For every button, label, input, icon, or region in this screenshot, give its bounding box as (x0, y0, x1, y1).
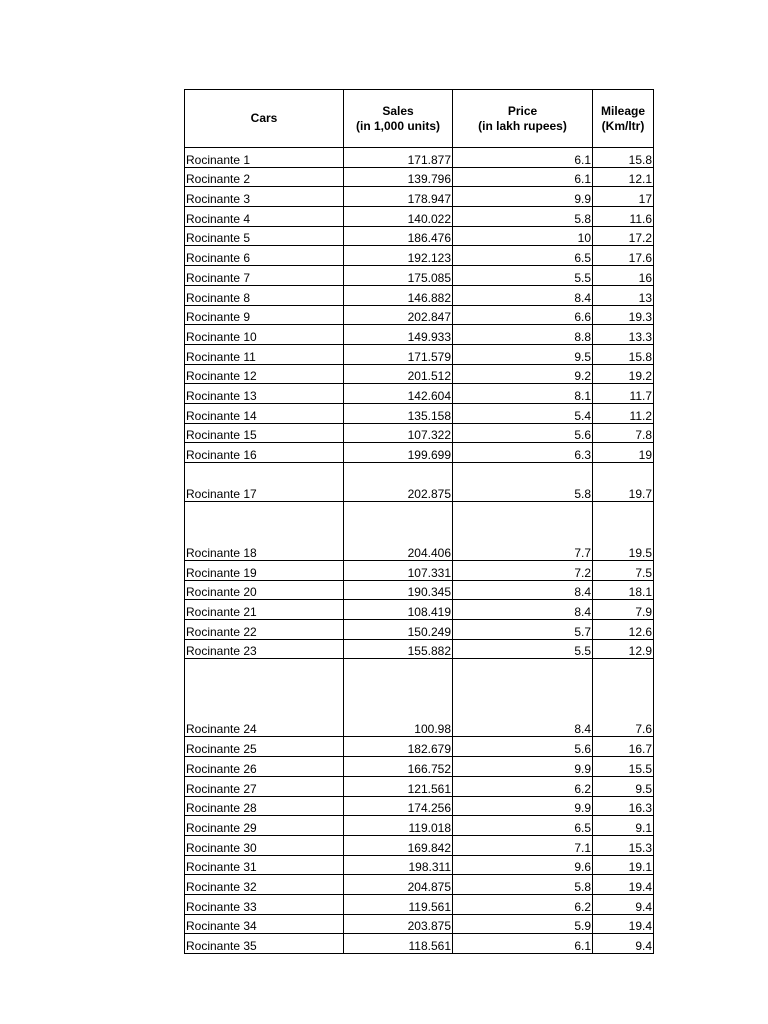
header-cars: Cars (185, 90, 344, 148)
table-row (185, 187, 654, 207)
cell-car-name: Rocinante 6 (185, 246, 344, 266)
cell-car-name: Rocinante 5 (185, 226, 344, 246)
cell-price: 5.8 (453, 463, 593, 502)
cell-sales: 198.311 (344, 855, 453, 875)
cell-sales: 175.085 (344, 266, 453, 286)
cell-mileage: 12.1 (593, 167, 654, 187)
cell-sales: 119.018 (344, 816, 453, 836)
cell-car-name: Rocinante 24 (185, 659, 344, 737)
cell-car-name: Rocinante 21 (185, 600, 344, 620)
cell-car-name: Rocinante 25 (185, 737, 344, 757)
cell-price: 8.1 (453, 384, 593, 404)
table-row (185, 816, 654, 836)
cell-mileage: 13.3 (593, 325, 654, 345)
cell-price: 6.3 (453, 443, 593, 463)
cell-mileage: 9.4 (593, 934, 654, 954)
cell-price: 5.6 (453, 423, 593, 443)
cell-mileage: 19.3 (593, 305, 654, 325)
cell-car-name: Rocinante 20 (185, 580, 344, 600)
cell-sales: 155.882 (344, 639, 453, 659)
cell-sales: 146.882 (344, 285, 453, 305)
cell-car-name: Rocinante 15 (185, 423, 344, 443)
cell-mileage: 19.7 (593, 463, 654, 502)
cell-car-name: Rocinante 2 (185, 167, 344, 187)
cell-price: 6.6 (453, 305, 593, 325)
cell-sales: 204.406 (344, 502, 453, 561)
cell-car-name: Rocinante 1 (185, 148, 344, 168)
cell-price: 8.4 (453, 600, 593, 620)
header-price: Price (in lakh rupees) (453, 90, 593, 148)
cell-mileage: 16.7 (593, 737, 654, 757)
table-row (185, 285, 654, 305)
cell-mileage: 13 (593, 285, 654, 305)
cell-mileage: 9.4 (593, 894, 654, 914)
cell-sales: 118.561 (344, 934, 453, 954)
cell-mileage: 19.1 (593, 855, 654, 875)
cell-car-name: Rocinante 14 (185, 403, 344, 423)
cell-car-name: Rocinante 18 (185, 502, 344, 561)
table-row (185, 423, 654, 443)
cell-price: 6.1 (453, 934, 593, 954)
cell-sales: 119.561 (344, 894, 453, 914)
cell-price: 6.5 (453, 246, 593, 266)
cell-price: 6.1 (453, 167, 593, 187)
table-row (185, 502, 654, 561)
cell-mileage: 11.2 (593, 403, 654, 423)
table-row (185, 934, 654, 954)
cell-sales: 107.322 (344, 423, 453, 443)
cell-car-name: Rocinante 29 (185, 816, 344, 836)
cell-mileage: 7.8 (593, 423, 654, 443)
cell-car-name: Rocinante 30 (185, 835, 344, 855)
cell-price: 7.7 (453, 502, 593, 561)
cell-mileage: 11.6 (593, 207, 654, 227)
table-row (185, 561, 654, 581)
cell-sales: 201.512 (344, 364, 453, 384)
table-row (185, 757, 654, 777)
cell-sales: 108.419 (344, 600, 453, 620)
cell-price: 8.8 (453, 325, 593, 345)
table-row (185, 620, 654, 640)
cell-car-name: Rocinante 16 (185, 443, 344, 463)
cell-car-name: Rocinante 35 (185, 934, 344, 954)
cell-price: 7.1 (453, 835, 593, 855)
cell-sales: 190.345 (344, 580, 453, 600)
cell-price: 5.8 (453, 207, 593, 227)
cell-price: 6.5 (453, 816, 593, 836)
cell-price: 9.9 (453, 187, 593, 207)
cell-price: 9.2 (453, 364, 593, 384)
cell-sales: 174.256 (344, 796, 453, 816)
cell-sales: 178.947 (344, 187, 453, 207)
cell-car-name: Rocinante 34 (185, 914, 344, 934)
table-row (185, 246, 654, 266)
cell-car-name: Rocinante 28 (185, 796, 344, 816)
cell-mileage: 19.2 (593, 364, 654, 384)
cell-car-name: Rocinante 11 (185, 344, 344, 364)
cell-car-name: Rocinante 32 (185, 875, 344, 895)
cell-car-name: Rocinante 8 (185, 285, 344, 305)
cell-mileage: 9.5 (593, 776, 654, 796)
table-row (185, 325, 654, 345)
cell-mileage: 19 (593, 443, 654, 463)
cell-price: 6.2 (453, 776, 593, 796)
cell-sales: 203.875 (344, 914, 453, 934)
table-row (185, 659, 654, 737)
cell-mileage: 16.3 (593, 796, 654, 816)
cell-mileage: 17.2 (593, 226, 654, 246)
cell-car-name: Rocinante 33 (185, 894, 344, 914)
cell-sales: 169.842 (344, 835, 453, 855)
table-row (185, 226, 654, 246)
cell-mileage: 15.5 (593, 757, 654, 777)
cell-sales: 166.752 (344, 757, 453, 777)
cell-price: 9.9 (453, 757, 593, 777)
cell-sales: 142.604 (344, 384, 453, 404)
cell-mileage: 9.1 (593, 816, 654, 836)
table-row (185, 914, 654, 934)
cell-car-name: Rocinante 17 (185, 463, 344, 502)
cell-mileage: 16 (593, 266, 654, 286)
table-row (185, 305, 654, 325)
cars-table (184, 89, 654, 954)
cell-car-name: Rocinante 19 (185, 561, 344, 581)
cell-mileage: 11.7 (593, 384, 654, 404)
table-row (185, 148, 654, 168)
table-row (185, 403, 654, 423)
cell-mileage: 19.5 (593, 502, 654, 561)
cell-mileage: 7.5 (593, 561, 654, 581)
table-row (185, 639, 654, 659)
cell-mileage: 15.8 (593, 344, 654, 364)
table-row (185, 796, 654, 816)
cell-mileage: 19.4 (593, 914, 654, 934)
table-body (185, 148, 654, 954)
cell-price: 5.5 (453, 266, 593, 286)
cell-mileage: 18.1 (593, 580, 654, 600)
cell-mileage: 7.6 (593, 659, 654, 737)
cell-car-name: Rocinante 7 (185, 266, 344, 286)
cell-price: 9.6 (453, 855, 593, 875)
cell-price: 5.6 (453, 737, 593, 757)
table-row (185, 167, 654, 187)
cell-sales: 202.875 (344, 463, 453, 502)
cell-car-name: Rocinante 31 (185, 855, 344, 875)
cell-sales: 140.022 (344, 207, 453, 227)
cell-sales: 139.796 (344, 167, 453, 187)
cell-mileage: 17.6 (593, 246, 654, 266)
cell-car-name: Rocinante 23 (185, 639, 344, 659)
cell-sales: 199.699 (344, 443, 453, 463)
cell-sales: 121.561 (344, 776, 453, 796)
table-row (185, 580, 654, 600)
table-row (185, 207, 654, 227)
cell-sales: 171.877 (344, 148, 453, 168)
cell-sales: 150.249 (344, 620, 453, 640)
cell-car-name: Rocinante 26 (185, 757, 344, 777)
table-row (185, 855, 654, 875)
cell-price: 8.4 (453, 659, 593, 737)
cell-sales: 149.933 (344, 325, 453, 345)
cell-car-name: Rocinante 9 (185, 305, 344, 325)
cell-car-name: Rocinante 4 (185, 207, 344, 227)
table-row (185, 600, 654, 620)
table-row (185, 737, 654, 757)
table-row (185, 894, 654, 914)
cell-price: 6.1 (453, 148, 593, 168)
cell-mileage: 12.6 (593, 620, 654, 640)
cell-price: 8.4 (453, 285, 593, 305)
cell-sales: 100.98 (344, 659, 453, 737)
cell-car-name: Rocinante 3 (185, 187, 344, 207)
table-row (185, 463, 654, 502)
cell-car-name: Rocinante 13 (185, 384, 344, 404)
table-row (185, 344, 654, 364)
table-row (185, 266, 654, 286)
cell-sales: 107.331 (344, 561, 453, 581)
table-row (185, 776, 654, 796)
cell-price: 5.5 (453, 639, 593, 659)
cell-sales: 204.875 (344, 875, 453, 895)
table-row (185, 364, 654, 384)
cell-sales: 192.123 (344, 246, 453, 266)
cell-mileage: 15.8 (593, 148, 654, 168)
cell-sales: 135.158 (344, 403, 453, 423)
table-row (185, 443, 654, 463)
cell-mileage: 19.4 (593, 875, 654, 895)
cell-car-name: Rocinante 10 (185, 325, 344, 345)
cell-sales: 182.679 (344, 737, 453, 757)
cell-price: 6.2 (453, 894, 593, 914)
cell-price: 9.5 (453, 344, 593, 364)
cell-price: 5.4 (453, 403, 593, 423)
cell-car-name: Rocinante 22 (185, 620, 344, 640)
cell-mileage: 12.9 (593, 639, 654, 659)
cell-price: 5.8 (453, 875, 593, 895)
header-row (185, 90, 654, 148)
cell-mileage: 15.3 (593, 835, 654, 855)
cell-mileage: 7.9 (593, 600, 654, 620)
cell-sales: 186.476 (344, 226, 453, 246)
cell-car-name: Rocinante 27 (185, 776, 344, 796)
header-mileage: Mileage (Km/ltr) (593, 90, 654, 148)
cell-price: 10 (453, 226, 593, 246)
cell-price: 5.7 (453, 620, 593, 640)
cell-sales: 171.579 (344, 344, 453, 364)
header-sales: Sales (in 1,000 units) (344, 90, 453, 148)
table-row (185, 384, 654, 404)
table-row (185, 875, 654, 895)
cell-mileage: 17 (593, 187, 654, 207)
cell-price: 5.9 (453, 914, 593, 934)
cell-price: 8.4 (453, 580, 593, 600)
cell-price: 9.9 (453, 796, 593, 816)
cell-price: 7.2 (453, 561, 593, 581)
cell-car-name: Rocinante 12 (185, 364, 344, 384)
cell-sales: 202.847 (344, 305, 453, 325)
table-row (185, 835, 654, 855)
